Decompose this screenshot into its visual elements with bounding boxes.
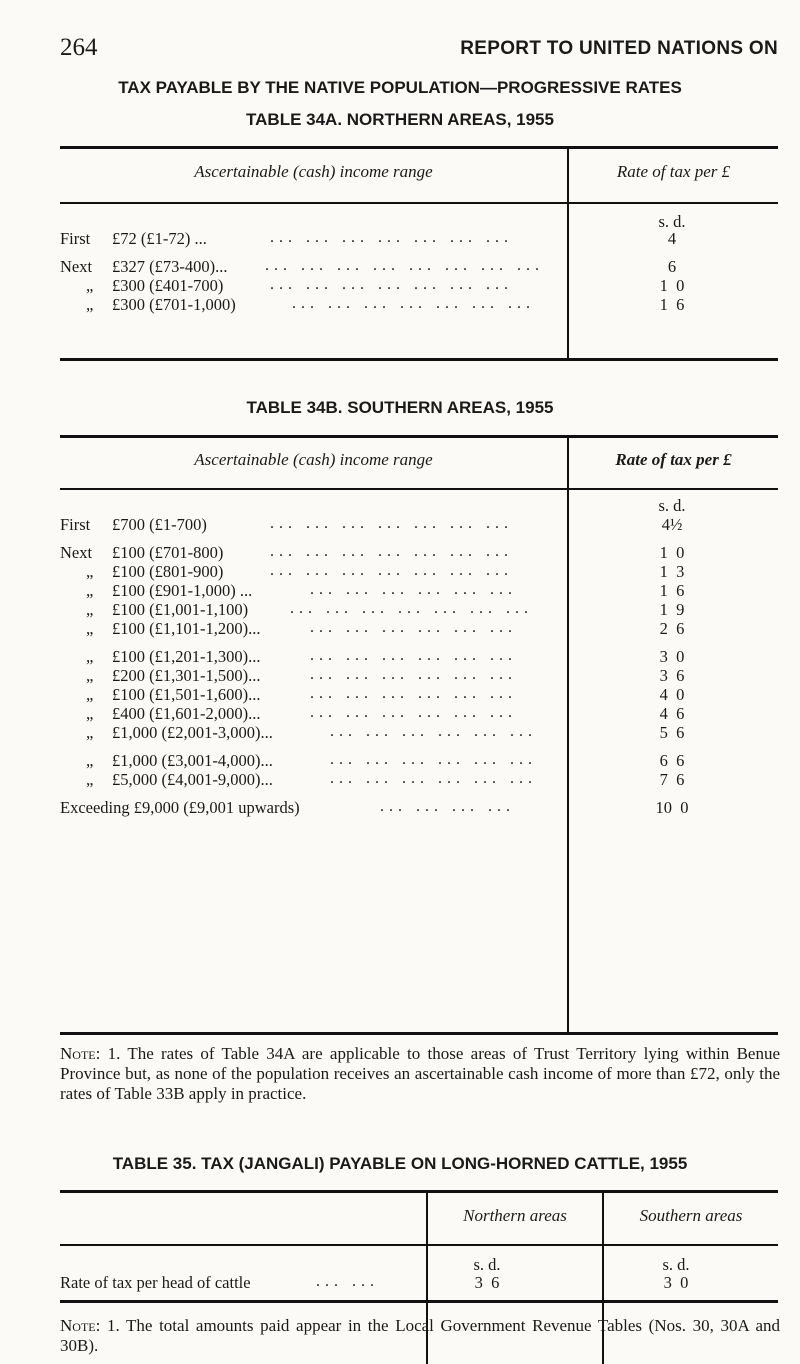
row-income-range: £300 (£701-1,000) [112,295,236,314]
row-rate: 4½ [661,515,683,534]
note-text: 1. The rates of Table 34A are applicable to those areas of Trust Territory lying within Benue Province but, as none of the population receives an ascertainable cash income of more than £72, only the rates of Table 33B apply in practice. [60,1044,781,1103]
row-prefix: „ [86,295,94,314]
leader-dots: ... ... ... ... ... ... ... ... [265,257,544,274]
table-34a-top-rule [60,146,778,149]
row-income-range: £1,000 (£3,001-4,000)... [112,751,273,770]
table-34b-top-rule [60,435,778,438]
row-rate: 6 6 [659,751,685,770]
table-35-top-rule [60,1190,778,1193]
table-35-bottom-rule [60,1300,778,1303]
row-income-range: £100 (£1,001-1,100) [112,600,249,619]
leader-dots: ... ... ... ... [380,798,515,815]
row-income-range: £100 (£801-900) [112,562,224,581]
leader-dots: ... ... ... ... ... ... [310,647,517,664]
row-rate: 1 9 [659,600,685,619]
leader-dots: ... ... ... ... ... ... ... [270,543,513,560]
leader-dots: ... ... ... ... ... ... [330,751,537,768]
table-35-north-rate: 3 6 [474,1273,500,1292]
table-34b-caption: TABLE 34B. SOUTHERN AREAS, 1955 [246,398,554,417]
row-prefix: „ [86,619,94,638]
row-rate: 5 6 [659,723,685,742]
table-34a-col-rate: Rate of tax per £ [616,162,731,181]
leader-dots: ... ... ... ... ... ... ... [270,229,513,246]
row-income-range: £100 (£1,201-1,300)... [112,647,261,666]
leader-dots: ... ... ... ... ... ... [310,704,517,721]
note-label: Note: [60,1316,101,1335]
table-34a-unit: s. d. [658,212,686,231]
table-35-col-south: Southern areas [639,1206,743,1225]
table-34b-bottom-rule [60,1032,778,1035]
row-income-range: Exceeding £9,000 (£9,001 upwards) [60,798,300,817]
table-35-caption: TABLE 35. TAX (JANGALI) PAYABLE ON LONG-HORNED CATTLE, 1955 [112,1154,688,1173]
leader-dots: ... ... ... ... ... ... [310,619,517,636]
page-number: 264 [60,34,98,61]
table-34b-unit: s. d. [658,496,686,515]
table-35-leader-dots: ... ... [316,1273,379,1290]
table-34b-col-income: Ascertainable (cash) income range [194,450,433,469]
row-rate: 3 0 [659,647,685,666]
table-35-south-unit: s. d. [662,1255,690,1274]
leader-dots: ... ... ... ... ... ... [330,723,537,740]
row-prefix: „ [86,600,94,619]
row-rate: 1 6 [659,581,685,600]
leader-dots: ... ... ... ... ... ... [330,770,537,787]
row-income-range: £100 (£901-1,000) ... [112,581,253,600]
row-rate: 10 0 [655,798,689,817]
table-35-note [60,1316,780,1356]
row-rate: 7 6 [659,770,685,789]
row-income-range: £100 (£1,101-1,200)... [112,619,261,638]
row-rate: 1 0 [659,276,685,295]
row-prefix: „ [86,685,94,704]
row-prefix: „ [86,276,94,295]
row-rate: 1 3 [659,562,685,581]
section-title: TAX PAYABLE BY THE NATIVE POPULATION—PROGRESSIVE RATES [118,78,682,97]
row-prefix: Next [60,257,93,276]
row-prefix: „ [86,562,94,581]
leader-dots: ... ... ... ... ... ... ... [290,600,533,617]
leader-dots: ... ... ... ... ... ... ... [270,562,513,579]
leader-dots: ... ... ... ... ... ... ... [270,515,513,532]
row-rate: 4 6 [659,704,685,723]
row-rate: 3 6 [659,666,685,685]
row-income-range: £100 (£1,501-1,600)... [112,685,261,704]
row-prefix: „ [86,581,94,600]
running-title: REPORT TO UNITED NATIONS ON [460,38,778,59]
table-34b-note [60,1044,780,1104]
table-35-header-rule [60,1244,778,1246]
row-income-range: £327 (£73-400)... [112,257,228,276]
table-35-row-label: Rate of tax per head of cattle [60,1273,251,1292]
row-prefix: „ [86,723,94,742]
row-rate: 4 [667,229,677,248]
row-income-range: £300 (£401-700) [112,276,224,295]
leader-dots: ... ... ... ... ... ... [310,685,517,702]
row-prefix: „ [86,704,94,723]
row-prefix: „ [86,751,94,770]
row-income-range: £200 (£1,301-1,500)... [112,666,261,685]
row-rate: 4 0 [659,685,685,704]
table-35-south-rate: 3 0 [663,1273,689,1292]
table-34a-header-rule [60,202,778,204]
row-rate: 1 0 [659,543,685,562]
note-text: 1. The total amounts paid appear in the Local Government Revenue Tables (Nos. 30, 30A and 30B). [60,1316,780,1355]
row-income-range: £100 (£701-800) [112,543,224,562]
row-prefix: First [60,515,91,534]
row-rate: 2 6 [659,619,685,638]
table-34b-column-divider [567,437,569,1033]
row-prefix: First [60,229,91,248]
table-34b-header-rule [60,488,778,490]
table-34a-bottom-rule [60,358,778,361]
row-prefix: Next [60,543,93,562]
leader-dots: ... ... ... ... ... ... ... [270,276,513,293]
row-income-range: £72 (£1-72) ... [112,229,207,248]
row-prefix: „ [86,770,94,789]
table-34b-col-rate: Rate of tax per £ [615,450,732,469]
table-35-col-north: Northern areas [463,1206,567,1225]
row-income-range: £700 (£1-700) [112,515,207,534]
row-income-range: £5,000 (£4,001-9,000)... [112,770,273,789]
table-35-north-unit: s. d. [473,1255,501,1274]
leader-dots: ... ... ... ... ... ... [310,666,517,683]
row-prefix: „ [86,647,94,666]
table-34a-caption: TABLE 34A. NORTHERN AREAS, 1955 [246,110,554,129]
row-rate: 6 [667,257,677,276]
table-34a-col-income: Ascertainable (cash) income range [194,162,433,181]
row-rate: 1 6 [659,295,685,314]
row-income-range: £400 (£1,601-2,000)... [112,704,261,723]
row-income-range: £1,000 (£2,001-3,000)... [112,723,273,742]
leader-dots: ... ... ... ... ... ... [310,581,517,598]
row-prefix: „ [86,666,94,685]
note-label: Note: [60,1044,101,1063]
leader-dots: ... ... ... ... ... ... ... [292,295,535,312]
